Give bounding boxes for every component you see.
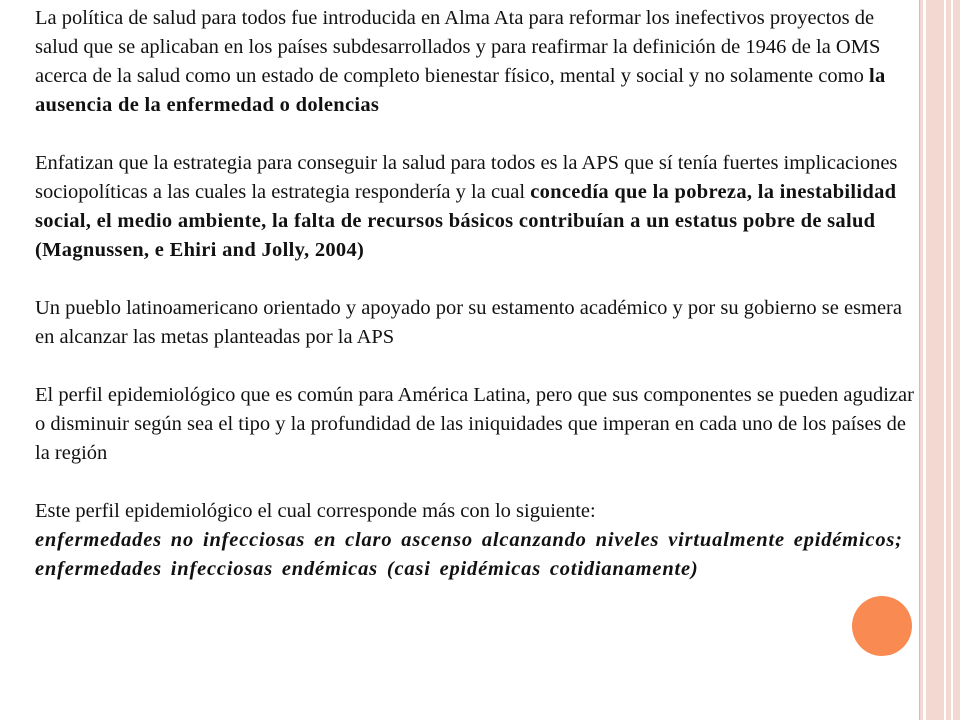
paragraph-text: Enfatizan que la estrategia para conseguir la salud para todos es la APS que sí tenía fuertes implicaciones sociopolíticas a las cuales la estrategia respondería y la cual (35, 152, 898, 203)
decorative-stripe (944, 0, 946, 720)
slide-body-text (35, 4, 915, 584)
paragraph-alma-ata (35, 4, 915, 120)
paragraph-latin-american-town (35, 294, 915, 352)
decorative-stripe (923, 0, 926, 720)
decorative-edge-line (919, 0, 920, 720)
paragraph-bold-text: concedía que la pobreza, la inestabilidad social, el medio ambiente, la falta de recursos básicos contribuían a un estatus pobre de salud (Magnussen, e Ehiri and Jolly, 2004) (35, 181, 897, 261)
paragraph-aps-strategy (35, 149, 915, 265)
paragraph-bold-italic-text: enfermedades no infecciosas en claro ascenso alcanzando niveles virtualmente epidémicos; enfermedades infecciosas endémicas (casi epidémicas cotidianamente) (35, 529, 903, 580)
paragraph-text: El perfil epidemiológico que es común para América Latina, pero que sus componentes se pueden agudizar o disminuir según sea el tipo y la profundidad de las iniquidades que imperan en cada uno de los países de la región (35, 384, 914, 464)
paragraph-text: Este perfil epidemiológico el cual corresponde más con lo siguiente: (35, 500, 596, 522)
decorative-circle (852, 596, 912, 656)
paragraph-epidemiological-profile (35, 381, 915, 468)
paragraph-text: La política de salud para todos fue introducida en Alma Ata para reformar los inefectivos proyectos de salud que se aplicaban en los países subdesarrollados y para reafirmar la definición de 1946 de la OMS acerca de la salud como un estado de completo bienestar físico, mental y social y no solamente como (35, 7, 881, 87)
paragraph-bold-text: la ausencia de la enfermedad o dolencias (35, 65, 886, 116)
paragraph-profile-correspondence (35, 497, 915, 584)
decorative-stripe (951, 0, 953, 720)
paragraph-text: Un pueblo latinoamericano orientado y apoyado por su estamento académico y por su gobierno se esmera en alcanzar las metas planteadas por la APS (35, 297, 902, 348)
